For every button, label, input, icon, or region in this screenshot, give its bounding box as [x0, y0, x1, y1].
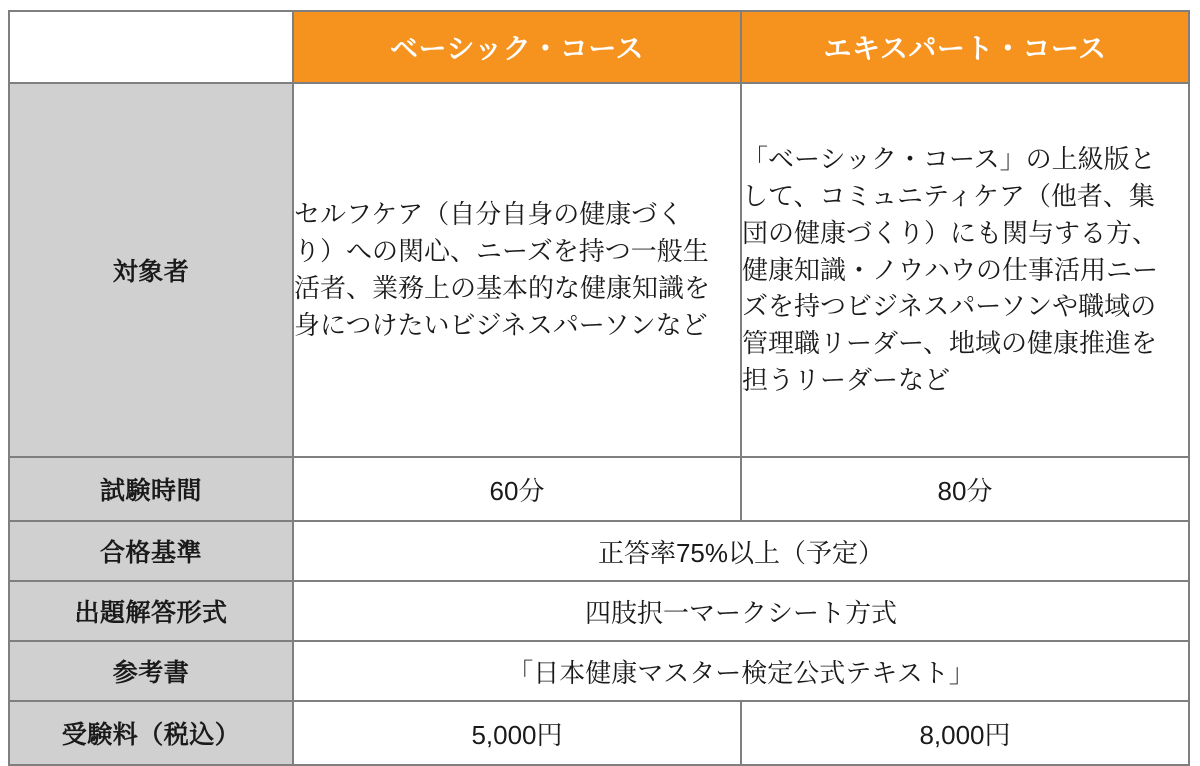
header-blank-cell — [9, 11, 293, 83]
header-expert-course: エキスパート・コース — [741, 11, 1189, 83]
table-row — [9, 83, 1189, 457]
row-label-target: 対象者 — [9, 83, 293, 457]
cell-exam-time-basic: 60分 — [293, 457, 741, 521]
cell-exam-fee-expert: 8,000円 — [741, 701, 1189, 765]
cell-reference-book: 「日本健康マスター検定公式テキスト」 — [293, 641, 1189, 701]
cell-target-basic: セルフケア（自分自身の健康づくり）への関心、ニーズを持つ一般生活者、業務上の基本的な健康知識を身につけたいビジネスパーソンなど — [293, 83, 741, 457]
cell-target-expert: 「ベーシック・コース」の上級版として、コミュニティケア（他者、集団の健康づくり）にも関与する方、健康知識・ノウハウの仕事活用ニーズを持つビジネスパーソンや職域の管理職リーダー、地域の健康推進を担うリーダーなど — [741, 83, 1189, 457]
table-row — [9, 581, 1189, 641]
row-label-exam-fee: 受験料（税込） — [9, 701, 293, 765]
row-label-question-format: 出題解答形式 — [9, 581, 293, 641]
table-row — [9, 701, 1189, 765]
table-row — [9, 457, 1189, 521]
cell-exam-time-expert: 80分 — [741, 457, 1189, 521]
table-row — [9, 641, 1189, 701]
row-label-pass-criteria: 合格基準 — [9, 521, 293, 581]
course-comparison-table — [8, 10, 1190, 766]
row-label-exam-time: 試験時間 — [9, 457, 293, 521]
row-label-reference-book: 参考書 — [9, 641, 293, 701]
cell-pass-criteria: 正答率75%以上（予定） — [293, 521, 1189, 581]
table-header-row — [9, 11, 1189, 83]
table-row — [9, 521, 1189, 581]
header-basic-course: ベーシック・コース — [293, 11, 741, 83]
cell-exam-fee-basic: 5,000円 — [293, 701, 741, 765]
cell-question-format: 四肢択一マークシート方式 — [293, 581, 1189, 641]
